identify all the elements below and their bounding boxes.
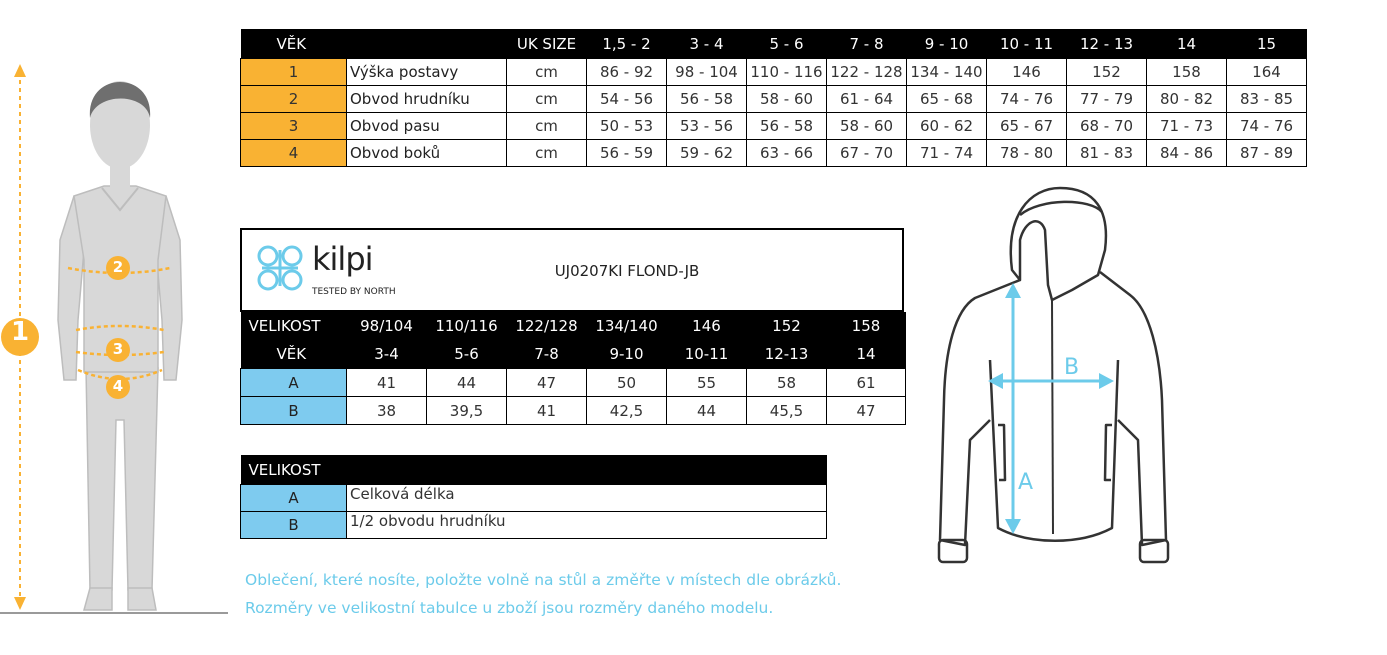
header-cell: 14 — [827, 340, 906, 369]
header-cell: 9 - 10 — [907, 29, 987, 59]
table-cell: 98 - 104 — [667, 59, 747, 86]
table-cell: 86 - 92 — [587, 59, 667, 86]
product-code-text: UJ0207KI FLOND-JB — [554, 262, 700, 280]
row-key: A — [241, 485, 347, 512]
table-cell: 47 — [827, 397, 906, 425]
header-cell: 10-11 — [667, 340, 747, 369]
table-cell: 83 - 85 — [1227, 86, 1307, 113]
table-cell: 164 — [1227, 59, 1307, 86]
header-cell: 7 - 8 — [827, 29, 907, 59]
legend-header-row — [241, 455, 827, 485]
row-label: Obvod hrudníku — [347, 86, 507, 113]
table-cell: 58 - 60 — [827, 113, 907, 140]
header-cell: VĚK — [241, 340, 347, 369]
table-cell: 77 - 79 — [1067, 86, 1147, 113]
table-cell: 45,5 — [747, 397, 827, 425]
table-cell: 65 - 68 — [907, 86, 987, 113]
table-cell: 74 - 76 — [987, 86, 1067, 113]
header-cell: 110/116 — [427, 312, 507, 340]
table-cell: 87 - 89 — [1227, 140, 1307, 167]
table-cell: 80 - 82 — [1147, 86, 1227, 113]
table-cell: 56 - 58 — [747, 113, 827, 140]
table-cell: 42,5 — [587, 397, 667, 425]
table-row — [241, 397, 906, 425]
table-cell: 78 - 80 — [987, 140, 1067, 167]
table-cell: 60 - 62 — [907, 113, 987, 140]
table-cell: 122 - 128 — [827, 59, 907, 86]
row-description: 1/2 obvodu hrudníku — [347, 512, 827, 539]
row-number: 1 — [241, 59, 347, 86]
table-row — [241, 512, 827, 539]
product-code — [542, 262, 712, 280]
row-unit: cm — [507, 59, 587, 86]
header-cell: 12 - 13 — [1067, 29, 1147, 59]
header-cell: 12-13 — [747, 340, 827, 369]
table-cell: 44 — [667, 397, 747, 425]
header-cell: 152 — [747, 312, 827, 340]
table-cell: 55 — [667, 369, 747, 397]
marker-2-label: 2 — [112, 258, 124, 276]
measure-legend-table — [240, 455, 827, 539]
table-cell: 61 - 64 — [827, 86, 907, 113]
table-cell: 158 — [1147, 59, 1227, 86]
header-cell: VELIKOST — [241, 312, 347, 340]
size-table-header-row — [241, 29, 1307, 59]
kilpi-knot-logo-icon — [252, 240, 308, 296]
table-cell: 53 - 56 — [667, 113, 747, 140]
product-measure-table — [240, 312, 906, 425]
header-cell: 134/140 — [587, 312, 667, 340]
jacket-arrow-b — [988, 373, 1114, 389]
table-row — [241, 86, 1307, 113]
row-number: 2 — [241, 86, 347, 113]
table-row — [241, 59, 1307, 86]
header-cell: 3 - 4 — [667, 29, 747, 59]
header-cell: 98/104 — [347, 312, 427, 340]
table-cell: 50 - 53 — [587, 113, 667, 140]
header-cell: 5-6 — [427, 340, 507, 369]
table-cell: 54 - 56 — [587, 86, 667, 113]
row-label: Výška postavy — [347, 59, 507, 86]
header-cell: 158 — [827, 312, 906, 340]
table-cell: 74 - 76 — [1227, 113, 1307, 140]
instruction-note: Rozměry ve velikostní tabulce u zboží jsou rozměry daného modelu. — [245, 599, 774, 617]
marker-3-label: 3 — [112, 340, 124, 358]
instruction-note: Oblečení, které nosíte, položte volně na stůl a změřte v místech dle obrázků. — [245, 571, 842, 589]
jacket-label-b: B — [1064, 355, 1080, 380]
table-cell: 58 - 60 — [747, 86, 827, 113]
legend-header: VELIKOST — [241, 455, 827, 485]
row-unit: cm — [507, 86, 587, 113]
brand-tagline: TESTED BY NORTH — [312, 287, 396, 297]
table-cell: 63 - 66 — [747, 140, 827, 167]
table-cell: 59 - 62 — [667, 140, 747, 167]
size-chart-table — [240, 29, 1307, 167]
table-cell: 84 - 86 — [1147, 140, 1227, 167]
marker-4-label: 4 — [112, 377, 124, 395]
header-cell: VĚK — [241, 29, 347, 59]
table-cell: 71 - 74 — [907, 140, 987, 167]
header-cell: 122/128 — [507, 312, 587, 340]
header-cell: 1,5 - 2 — [587, 29, 667, 59]
row-key: A — [241, 369, 347, 397]
table-cell: 61 — [827, 369, 906, 397]
table-cell: 134 - 140 — [907, 59, 987, 86]
table-row — [241, 140, 1307, 167]
header-cell: 3-4 — [347, 340, 427, 369]
measure-header-row — [241, 340, 906, 369]
row-key: B — [241, 512, 347, 539]
table-cell: 67 - 70 — [827, 140, 907, 167]
row-description: Celková délka — [347, 485, 827, 512]
row-label: Obvod boků — [347, 140, 507, 167]
table-cell: 68 - 70 — [1067, 113, 1147, 140]
table-cell: 56 - 59 — [587, 140, 667, 167]
table-cell: 41 — [507, 397, 587, 425]
header-cell: 146 — [667, 312, 747, 340]
header-cell: 15 — [1227, 29, 1307, 59]
row-unit: cm — [507, 140, 587, 167]
header-cell: 10 - 11 — [987, 29, 1067, 59]
row-key: B — [241, 397, 347, 425]
product-header-box — [240, 228, 904, 312]
marker-1-label: 1 — [10, 317, 30, 347]
table-cell: 38 — [347, 397, 427, 425]
jacket-illustration — [930, 182, 1175, 572]
table-cell: 81 - 83 — [1067, 140, 1147, 167]
row-unit: cm — [507, 113, 587, 140]
table-row — [241, 485, 827, 512]
table-row — [241, 113, 1307, 140]
table-cell: 110 - 116 — [747, 59, 827, 86]
table-cell: 58 — [747, 369, 827, 397]
table-cell: 71 - 73 — [1147, 113, 1227, 140]
jacket-arrow-a — [1005, 283, 1021, 534]
brand-name: kilpi — [312, 240, 373, 278]
table-cell: 44 — [427, 369, 507, 397]
table-cell: 41 — [347, 369, 427, 397]
header-cell: 7-8 — [507, 340, 587, 369]
table-cell: 146 — [987, 59, 1067, 86]
table-row — [241, 369, 906, 397]
table-cell: 152 — [1067, 59, 1147, 86]
row-label: Obvod pasu — [347, 113, 507, 140]
table-cell: 65 - 67 — [987, 113, 1067, 140]
header-cell: 14 — [1147, 29, 1227, 59]
table-cell: 50 — [587, 369, 667, 397]
table-cell: 56 - 58 — [667, 86, 747, 113]
row-number: 4 — [241, 140, 347, 167]
measure-header-row — [241, 312, 906, 340]
table-cell: 39,5 — [427, 397, 507, 425]
jacket-label-a: A — [1018, 470, 1034, 495]
header-cell: UK SIZE — [507, 29, 587, 59]
table-cell: 47 — [507, 369, 587, 397]
header-cell: 9-10 — [587, 340, 667, 369]
row-number: 3 — [241, 113, 347, 140]
header-cell — [347, 29, 507, 59]
header-cell: 5 - 6 — [747, 29, 827, 59]
